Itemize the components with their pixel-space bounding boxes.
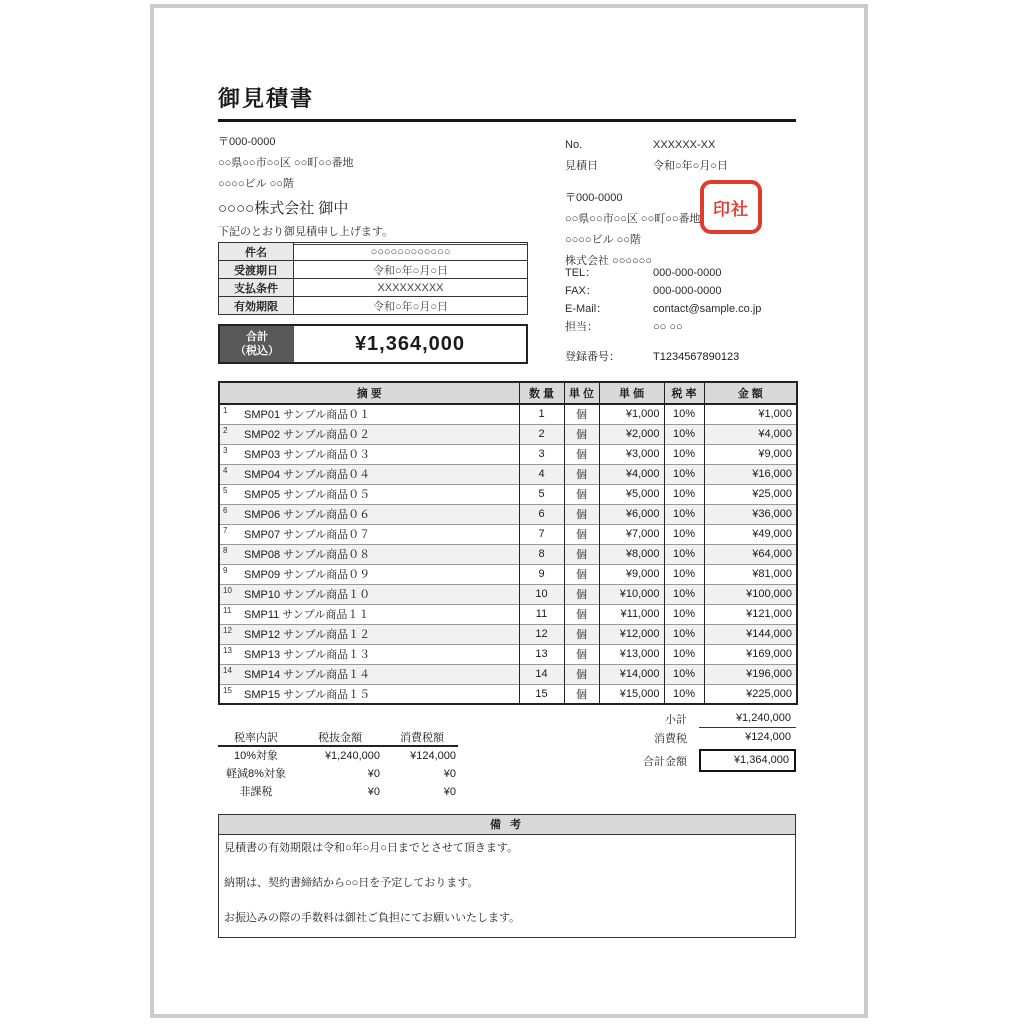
issuer-contact-label: 担当： <box>565 321 598 333</box>
item-row <box>219 484 797 504</box>
item-row <box>219 604 797 624</box>
item-amount: ¥49,000 <box>704 524 797 544</box>
item-amount: ¥4,000 <box>704 424 797 444</box>
item-description-cell <box>219 544 519 564</box>
item-amount: ¥16,000 <box>704 464 797 484</box>
info-value: ○○○○○○○○○○○○ <box>294 243 528 261</box>
item-description: SMP05 サンプル商品０５ <box>244 489 371 501</box>
registration-value: T1234567890123 <box>653 351 740 363</box>
item-unit: 個 <box>564 444 599 464</box>
item-unit: 個 <box>564 624 599 644</box>
item-row-number: 5 <box>223 485 228 495</box>
item-row-number: 1 <box>223 406 228 415</box>
item-row <box>219 564 797 584</box>
item-row-number: 10 <box>223 585 232 595</box>
item-row-number: 15 <box>223 685 232 695</box>
item-row <box>219 444 797 464</box>
estimate-number-value: XXXXXX-XX <box>653 139 716 151</box>
item-unit: 個 <box>564 604 599 624</box>
item-unit-price: ¥12,000 <box>599 624 664 644</box>
item-description-cell <box>219 464 519 484</box>
subtotal-row <box>499 709 796 728</box>
item-unit: 個 <box>564 544 599 564</box>
greeting-text: 下記のとおり御見積申し上げます。 <box>218 223 528 245</box>
recipient-address-1: ○○県○○市○○区 ○○町○○番地 <box>218 157 354 169</box>
item-quantity: 13 <box>519 644 564 664</box>
issuer-postal: 〒000-0000 <box>565 192 623 204</box>
issuer-contact-label: E-Mail： <box>565 303 608 315</box>
totals-block <box>499 709 796 772</box>
item-amount: ¥196,000 <box>704 664 797 684</box>
item-unit-price: ¥15,000 <box>599 684 664 704</box>
item-description-cell <box>219 404 519 424</box>
estimate-date-label: 見積日 <box>565 160 598 172</box>
consumption-tax-value: ¥124,000 <box>745 731 791 743</box>
item-row-number: 3 <box>223 445 228 455</box>
remarks-section <box>218 814 796 938</box>
item-unit: 個 <box>564 584 599 604</box>
item-row <box>219 584 797 604</box>
item-tax-rate: 10% <box>664 664 704 684</box>
item-amount: ¥225,000 <box>704 684 797 704</box>
header-quantity: 数 量 <box>519 382 564 404</box>
item-row-number: 12 <box>223 625 232 635</box>
consumption-tax-row <box>499 728 796 747</box>
item-amount: ¥64,000 <box>704 544 797 564</box>
tax-breakdown-tax: ¥0 <box>443 786 456 798</box>
item-tax-rate: 10% <box>664 544 704 564</box>
item-row <box>219 524 797 544</box>
grand-total-box-label <box>220 326 294 362</box>
company-seal-text: 印社 <box>713 199 749 219</box>
info-row-validity <box>219 297 528 315</box>
tax-breakdown-row <box>218 765 458 783</box>
item-description: SMP04 サンプル商品０４ <box>244 469 371 481</box>
item-quantity: 4 <box>519 464 564 484</box>
item-description-cell <box>219 444 519 464</box>
item-amount: ¥121,000 <box>704 604 797 624</box>
item-amount: ¥144,000 <box>704 624 797 644</box>
estimate-number-row <box>565 135 800 156</box>
item-description: SMP08 サンプル商品０８ <box>244 549 371 561</box>
issuer-company-name: 株式会社 ○○○○○○ <box>565 255 652 267</box>
info-row-payment-terms <box>219 279 528 297</box>
tax-breakdown-header <box>218 730 458 747</box>
item-unit-price: ¥4,000 <box>599 464 664 484</box>
remarks-body <box>219 835 795 937</box>
registration-row <box>565 349 825 365</box>
item-quantity: 15 <box>519 684 564 704</box>
grand-total-value: ¥1,364,000 <box>699 749 796 772</box>
issuer-contact-value: 000-000-0000 <box>653 267 722 279</box>
issuer-address-1: ○○県○○市○○区 ○○町○○番地 <box>565 213 701 225</box>
tax-breakdown-row <box>218 783 458 801</box>
item-quantity: 14 <box>519 664 564 684</box>
remarks-line: 見積書の有効期限は令和○年○月○日までとさせて頂きます。 <box>224 842 519 854</box>
subtotal-label: 小計 <box>665 713 687 726</box>
tax-breakdown-table <box>218 730 458 801</box>
item-amount: ¥1,000 <box>704 404 797 424</box>
item-row <box>219 544 797 564</box>
item-tax-rate: 10% <box>664 484 704 504</box>
info-value: XXXXXXXXX <box>294 279 528 297</box>
item-unit: 個 <box>564 664 599 684</box>
item-amount: ¥81,000 <box>704 564 797 584</box>
item-unit-price: ¥3,000 <box>599 444 664 464</box>
remarks-header: 備 考 <box>219 815 795 835</box>
item-unit-price: ¥2,000 <box>599 424 664 444</box>
item-quantity: 7 <box>519 524 564 544</box>
header-amount: 金 額 <box>704 382 797 404</box>
recipient-address-2: ○○○○ビル ○○階 <box>218 178 294 190</box>
item-tax-rate: 10% <box>664 444 704 464</box>
item-quantity: 3 <box>519 444 564 464</box>
issuer-address-2: ○○○○ビル ○○階 <box>565 234 641 246</box>
tax-breakdown-category: 軽減8%対象 <box>226 768 286 780</box>
item-unit-price: ¥6,000 <box>599 504 664 524</box>
grand-total-label: 合計金額 <box>643 755 687 768</box>
item-description: SMP12 サンプル商品１２ <box>244 629 371 641</box>
item-quantity: 9 <box>519 564 564 584</box>
item-unit-price: ¥11,000 <box>599 604 664 624</box>
item-unit: 個 <box>564 644 599 664</box>
info-label: 件名 <box>219 243 294 261</box>
tax-breakdown-taxable: ¥0 <box>367 768 380 780</box>
item-description-cell <box>219 604 519 624</box>
item-quantity: 1 <box>519 404 564 424</box>
issuer-contact-value: 000-000-0000 <box>653 285 722 297</box>
tax-breakdown-taxable: ¥0 <box>367 786 380 798</box>
item-description-cell <box>219 664 519 684</box>
item-unit-price: ¥9,000 <box>599 564 664 584</box>
grand-total-box-value: ¥1,364,000 <box>354 332 466 355</box>
estimate-date-value: 令和○年○月○日 <box>653 160 728 172</box>
grand-total-row <box>499 749 796 772</box>
issuer-contact-block <box>565 264 815 336</box>
info-row-subject <box>219 243 528 261</box>
recipient-name: ○○○○株式会社 御中 <box>218 200 349 217</box>
tax-breakdown-row <box>218 747 458 765</box>
item-amount: ¥9,000 <box>704 444 797 464</box>
page-title: 御見積書 <box>218 86 315 111</box>
item-tax-rate: 10% <box>664 524 704 544</box>
estimate-date-row <box>565 156 800 177</box>
tax-breakdown-taxable: ¥1,240,000 <box>324 750 380 762</box>
item-unit: 個 <box>564 484 599 504</box>
item-tax-rate: 10% <box>664 684 704 704</box>
item-unit-price: ¥13,000 <box>599 644 664 664</box>
estimate-info-table <box>218 242 528 315</box>
grand-total-box <box>218 324 528 364</box>
item-unit: 個 <box>564 504 599 524</box>
header-unit: 単 位 <box>564 382 599 404</box>
tax-breakdown-category: 非課税 <box>239 786 273 798</box>
item-row-number: 13 <box>223 645 232 655</box>
header-unit-price: 単 価 <box>599 382 664 404</box>
item-row-number: 6 <box>223 505 228 515</box>
registration-label: 登録番号： <box>565 351 620 363</box>
item-tax-rate: 10% <box>664 624 704 644</box>
item-row-number: 2 <box>223 425 228 435</box>
item-row-number: 14 <box>223 665 232 675</box>
item-description: SMP01 サンプル商品０１ <box>244 409 371 422</box>
info-label: 支払条件 <box>219 279 294 297</box>
item-row-number: 9 <box>223 565 228 575</box>
tax-breakdown-category: 10%対象 <box>233 750 279 762</box>
item-quantity: 12 <box>519 624 564 644</box>
item-description: SMP02 サンプル商品０２ <box>244 429 371 441</box>
item-tax-rate: 10% <box>664 644 704 664</box>
estimate-number-label: No. <box>565 139 583 151</box>
item-tax-rate: 10% <box>664 504 704 524</box>
item-description: SMP14 サンプル商品１４ <box>244 669 371 681</box>
remarks-line: 納期は、契約書締結から○○日を予定しております。 <box>224 877 479 889</box>
item-unit-price: ¥7,000 <box>599 524 664 544</box>
item-description: SMP03 サンプル商品０３ <box>244 449 371 461</box>
recipient-block <box>218 132 538 245</box>
item-row-number: 7 <box>223 525 228 535</box>
item-description: SMP07 サンプル商品０７ <box>244 529 371 541</box>
item-unit: 個 <box>564 424 599 444</box>
issuer-contact-label: TEL： <box>565 267 597 279</box>
item-row <box>219 624 797 644</box>
items-table <box>218 381 798 705</box>
issuer-contact-row <box>565 264 815 282</box>
item-row <box>219 684 797 704</box>
item-unit-price: ¥5,000 <box>599 484 664 504</box>
item-quantity: 10 <box>519 584 564 604</box>
issuer-contact-row <box>565 300 815 318</box>
item-description-cell <box>219 484 519 504</box>
tax-breakdown-header-taxable: 税抜金額 <box>318 732 362 744</box>
issuer-contact-label: FAX： <box>565 285 597 297</box>
item-row <box>219 644 797 664</box>
issuer-contact-value: ○○ ○○ <box>653 321 683 333</box>
recipient-postal: 〒000-0000 <box>218 136 276 148</box>
item-description-cell <box>219 564 519 584</box>
item-unit: 個 <box>564 464 599 484</box>
items-header-row <box>219 382 797 404</box>
item-row <box>219 504 797 524</box>
item-unit: 個 <box>564 564 599 584</box>
issuer-address-block <box>565 188 815 272</box>
item-description-cell <box>219 524 519 544</box>
item-amount: ¥100,000 <box>704 584 797 604</box>
item-tax-rate: 10% <box>664 404 704 424</box>
item-unit-price: ¥8,000 <box>599 544 664 564</box>
item-amount: ¥36,000 <box>704 504 797 524</box>
item-description: SMP15 サンプル商品１５ <box>244 688 371 701</box>
header-description: 摘 要 <box>219 382 519 404</box>
item-amount: ¥25,000 <box>704 484 797 504</box>
item-row-number: 4 <box>223 465 228 475</box>
item-row <box>219 464 797 484</box>
item-row <box>219 404 797 424</box>
item-description-cell <box>219 644 519 664</box>
item-quantity: 8 <box>519 544 564 564</box>
info-value: 令和○年○月○日 <box>294 261 528 279</box>
issuer-contact-row <box>565 282 815 300</box>
item-unit-price: ¥1,000 <box>599 404 664 424</box>
info-label: 受渡期日 <box>219 261 294 279</box>
subtotal-value: ¥1,240,000 <box>699 709 796 728</box>
info-label: 有効期限 <box>219 297 294 315</box>
item-tax-rate: 10% <box>664 604 704 624</box>
header-tax-rate: 税 率 <box>664 382 704 404</box>
grand-total-label-line2: （税込） <box>235 345 279 357</box>
issuer-contact-row <box>565 318 815 336</box>
item-row-number: 11 <box>223 605 232 615</box>
item-unit-price: ¥14,000 <box>599 664 664 684</box>
item-description-cell <box>219 624 519 644</box>
item-unit-price: ¥10,000 <box>599 584 664 604</box>
info-row-delivery-date <box>219 261 528 279</box>
item-tax-rate: 10% <box>664 424 704 444</box>
item-row <box>219 664 797 684</box>
item-description: SMP09 サンプル商品０９ <box>244 569 371 581</box>
item-description-cell <box>219 584 519 604</box>
issuer-contact-value: contact@sample.co.jp <box>653 303 762 315</box>
consumption-tax-label: 消費税 <box>654 732 687 745</box>
company-seal-stamp <box>700 180 762 234</box>
grand-total-label-line1: 合計 <box>246 331 268 343</box>
title-underline <box>218 119 796 122</box>
tax-breakdown-tax: ¥124,000 <box>410 750 456 762</box>
item-row <box>219 424 797 444</box>
estimate-meta-block <box>565 135 800 177</box>
item-description-cell <box>219 684 519 704</box>
tax-breakdown-tax: ¥0 <box>443 768 456 780</box>
item-quantity: 5 <box>519 484 564 504</box>
item-description: SMP11 サンプル商品１１ <box>244 609 370 621</box>
item-description: SMP06 サンプル商品０６ <box>244 509 371 521</box>
remarks-line: お振込みの際の手数料は御社ご負担にてお願いいたします。 <box>224 912 521 924</box>
item-quantity: 11 <box>519 604 564 624</box>
item-description-cell <box>219 504 519 524</box>
items-table-body <box>219 404 797 704</box>
item-amount: ¥169,000 <box>704 644 797 664</box>
info-value: 令和○年○月○日 <box>294 297 528 315</box>
item-unit: 個 <box>564 404 599 424</box>
item-row-number: 8 <box>223 545 228 555</box>
tax-breakdown-header-category: 税率内訳 <box>234 732 278 744</box>
item-unit: 個 <box>564 524 599 544</box>
item-tax-rate: 10% <box>664 464 704 484</box>
item-tax-rate: 10% <box>664 584 704 604</box>
item-tax-rate: 10% <box>664 564 704 584</box>
item-description: SMP10 サンプル商品１０ <box>244 589 371 601</box>
item-description-cell <box>219 424 519 444</box>
tax-breakdown-body <box>218 747 458 801</box>
item-quantity: 6 <box>519 504 564 524</box>
item-quantity: 2 <box>519 424 564 444</box>
estimate-document-page <box>150 4 868 1018</box>
item-unit: 個 <box>564 684 599 704</box>
item-description: SMP13 サンプル商品１３ <box>244 649 371 661</box>
tax-breakdown-header-tax: 消費税額 <box>400 732 444 744</box>
